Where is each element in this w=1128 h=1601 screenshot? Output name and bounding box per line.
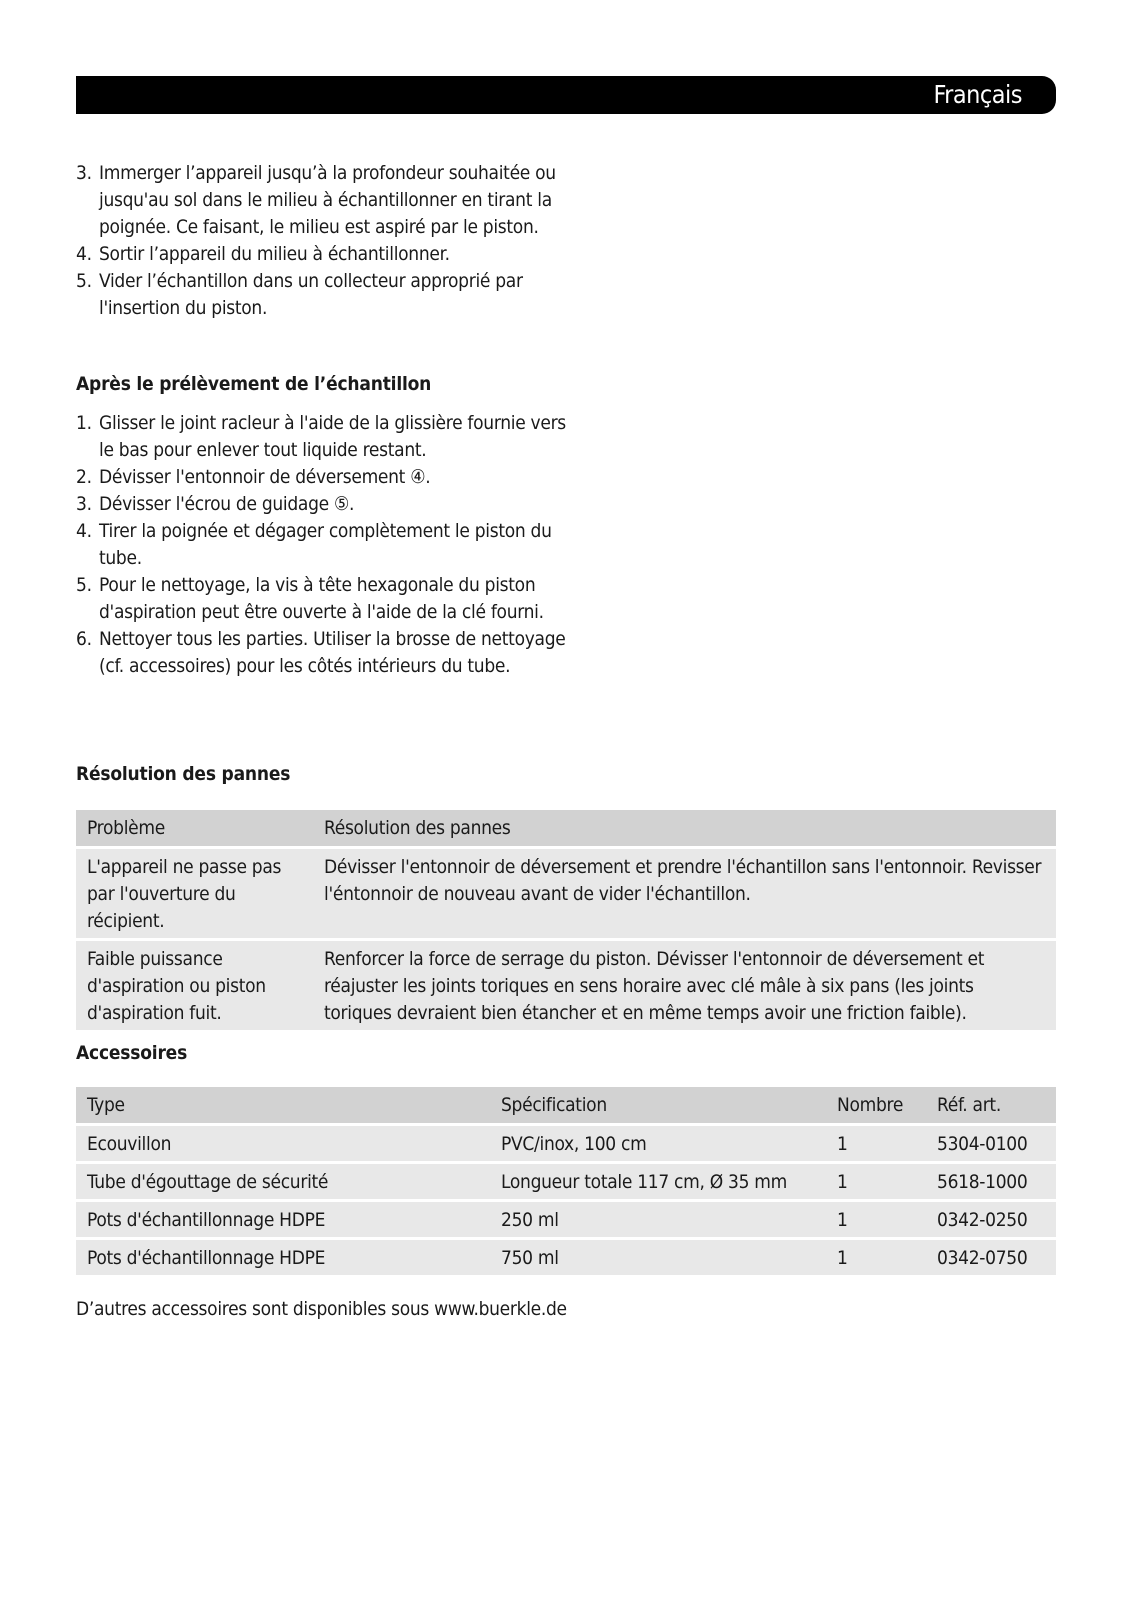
step-text: Glisser le joint racleur à l'aide de la glissière fournie vers le bas pour enlever tout liquide restant. (99, 412, 566, 461)
specification-cell: 750 ml (490, 1239, 826, 1276)
table-row (76, 1201, 1056, 1239)
table-row (76, 940, 1056, 1031)
step-number: 5. (76, 270, 92, 292)
step-number: 1. (76, 412, 92, 434)
reference-cell: 0342-0750 (926, 1239, 1056, 1276)
reference-cell: 5304-0100 (926, 1125, 1056, 1163)
step-number: 5. (76, 574, 92, 596)
column-header-type: Type (76, 1087, 490, 1125)
after-sampling-steps (76, 410, 576, 680)
type-cell: Ecouvillon (76, 1125, 490, 1163)
list-item (76, 160, 576, 241)
after-sampling-steps-list (76, 410, 576, 680)
step-text: Nettoyer tous les parties. Utiliser la brosse de nettoyage (cf. accessoires) pour les côtés intérieurs du tube. (99, 628, 566, 677)
solution-cell: Renforcer la force de serrage du piston. Dévisser l'entonnoir de déversement et réajuster les joints toriques en sens horaire avec clé mâle à six pans (les joints toriques devraient bien étancher et en même temps avoir une friction faible). (313, 940, 1056, 1031)
accessories-table (76, 1087, 1056, 1275)
step-text: Sortir l’appareil du milieu à échantillonner. (99, 243, 450, 265)
step-text: Vider l’échantillon dans un collecteur approprié par l'insertion du piston. (99, 270, 523, 319)
list-item (76, 268, 576, 322)
language-label: Français (933, 80, 1022, 109)
step-text: Immerger l’appareil jusqu’à la profondeur souhaitée ou jusqu'au sol dans le milieu à échantillonner en tirant la poignée. Ce faisant, le milieu est aspiré par le piston. (99, 162, 556, 238)
column-header-solution: Résolution des pannes (313, 810, 1056, 848)
step-number: 3. (76, 493, 92, 515)
troubleshooting-heading: Résolution des pannes (76, 763, 291, 785)
quantity-cell: 1 (826, 1201, 926, 1239)
specification-cell: PVC/inox, 100 cm (490, 1125, 826, 1163)
type-cell: Pots d'échantillonnage HDPE (76, 1239, 490, 1276)
type-cell: Pots d'échantillonnage HDPE (76, 1201, 490, 1239)
column-header-problem: Problème (76, 810, 313, 848)
quantity-cell: 1 (826, 1125, 926, 1163)
step-text: Dévisser l'entonnoir de déversement ④. (99, 466, 431, 488)
step-number: 4. (76, 520, 92, 542)
language-header-bar (76, 76, 1056, 114)
column-header-reference: Réf. art. (926, 1087, 1056, 1125)
step-number: 3. (76, 162, 92, 184)
sampling-steps-list (76, 160, 576, 322)
type-cell: Tube d'égouttage de sécurité (76, 1163, 490, 1201)
list-item (76, 464, 576, 491)
troubleshooting-table (76, 810, 1056, 1030)
step-text: Dévisser l'écrou de guidage ⑤. (99, 493, 355, 515)
list-item (76, 518, 576, 572)
list-item (76, 626, 576, 680)
after-sampling-heading: Après le prélèvement de l’échantillon (76, 373, 432, 395)
quantity-cell: 1 (826, 1163, 926, 1201)
reference-cell: 5618-1000 (926, 1163, 1056, 1201)
table-row (76, 1125, 1056, 1163)
table-row (76, 848, 1056, 940)
quantity-cell: 1 (826, 1239, 926, 1276)
table-row (76, 1163, 1056, 1201)
specification-cell: 250 ml (490, 1201, 826, 1239)
list-item (76, 491, 576, 518)
solution-cell: Dévisser l'entonnoir de déversement et prendre l'échantillon sans l'entonnoir. Revisser l'éntonnoir de nouveau avant de vider l'échantillon. (313, 848, 1056, 940)
problem-cell: L'appareil ne passe pas par l'ouverture du récipient. (76, 848, 313, 940)
step-number: 2. (76, 466, 92, 488)
table-header-row (76, 810, 1056, 848)
list-item (76, 572, 576, 626)
step-text: Tirer la poignée et dégager complètement le piston du tube. (99, 520, 552, 569)
specification-cell: Longueur totale 117 cm, Ø 35 mm (490, 1163, 826, 1201)
list-item (76, 410, 576, 464)
list-item (76, 241, 576, 268)
table-header-row (76, 1087, 1056, 1125)
accessories-heading: Accessoires (76, 1042, 188, 1064)
table-row (76, 1239, 1056, 1276)
problem-cell: Faible puissance d'aspiration ou piston d'aspiration fuit. (76, 940, 313, 1031)
footer-note: D’autres accessoires sont disponibles sous www.buerkle.de (76, 1298, 567, 1320)
step-number: 4. (76, 243, 92, 265)
step-text: Pour le nettoyage, la vis à tête hexagonale du piston d'aspiration peut être ouverte à l'aide de la clé fourni. (99, 574, 544, 623)
reference-cell: 0342-0250 (926, 1201, 1056, 1239)
column-header-specification: Spécification (490, 1087, 826, 1125)
step-number: 6. (76, 628, 92, 650)
sampling-steps (76, 160, 576, 322)
column-header-quantity: Nombre (826, 1087, 926, 1125)
